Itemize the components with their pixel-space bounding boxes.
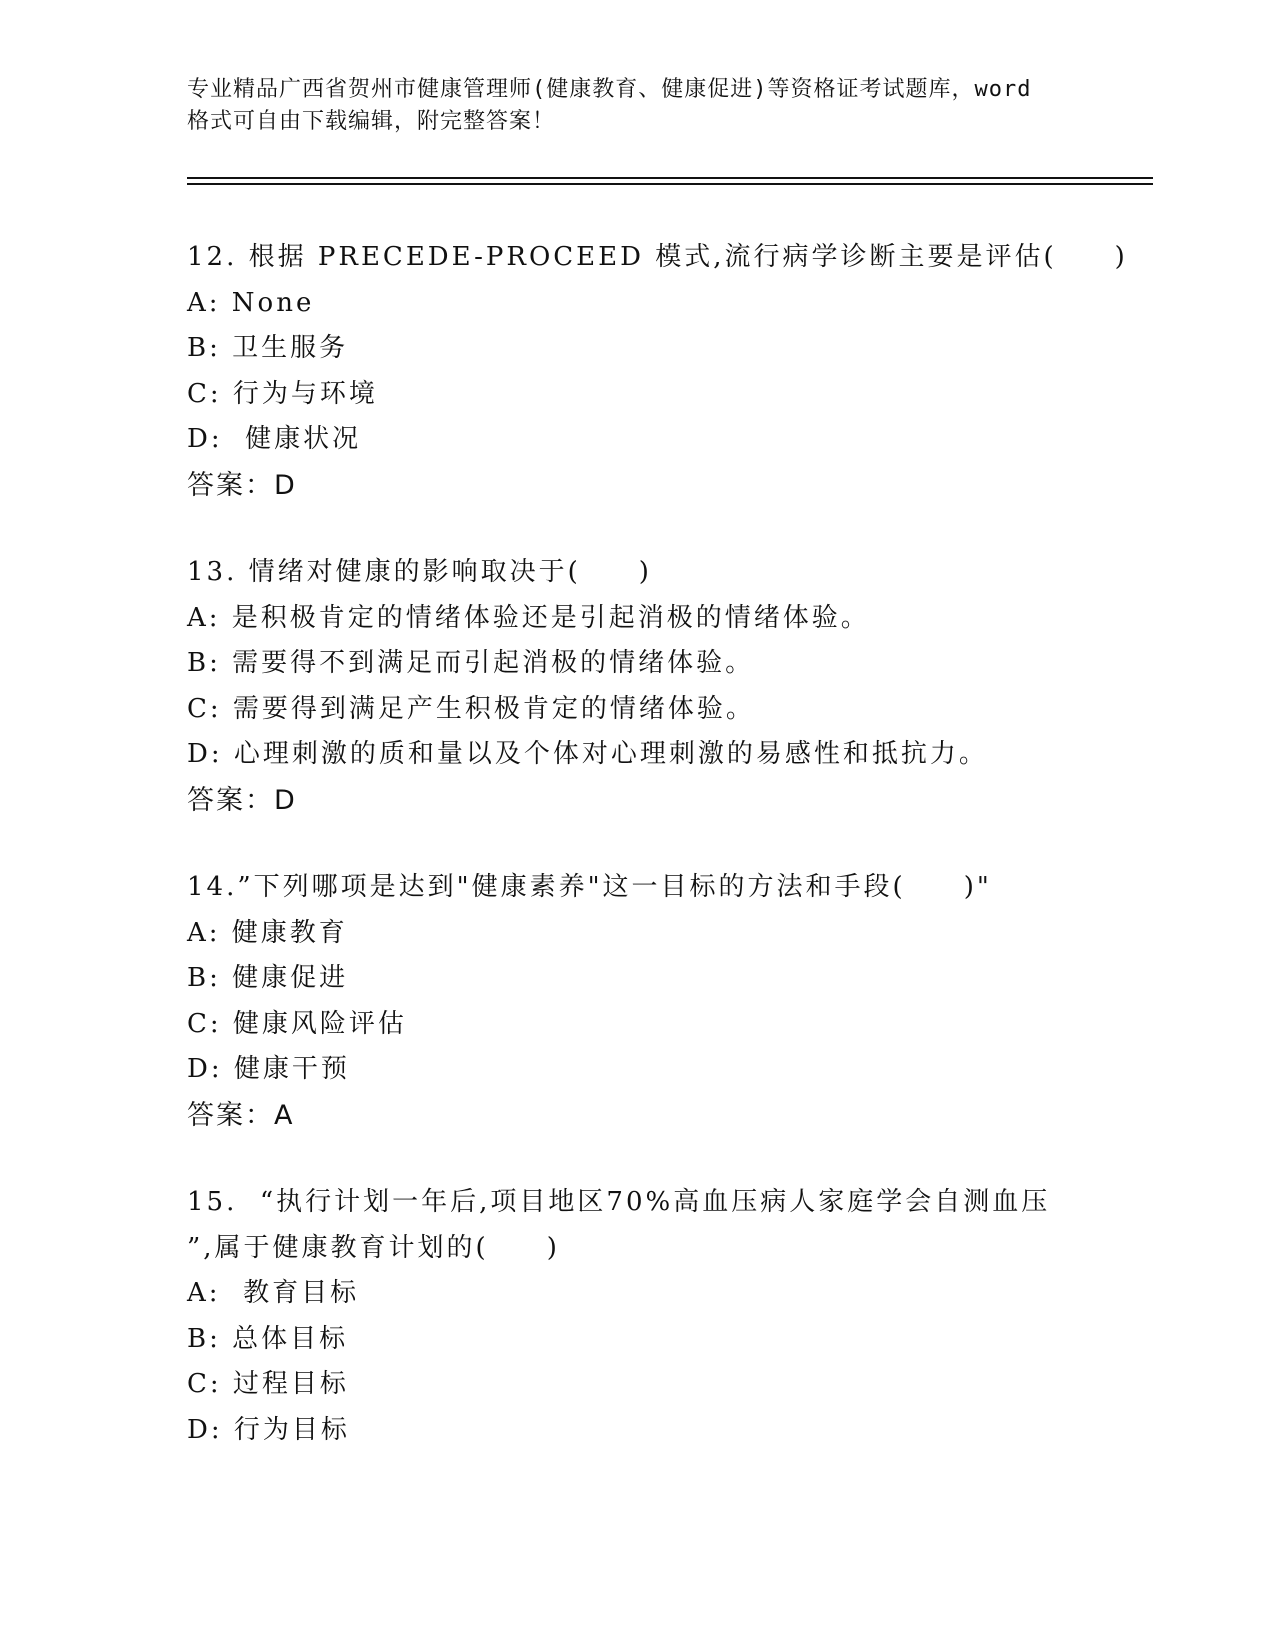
question-stem-continued: ”,属于健康教育计划的( ): [187, 1232, 560, 1263]
option-a: A: 教育目标: [187, 1278, 360, 1308]
option-d: D: 健康状况: [187, 424, 362, 454]
option-b: B: 需要得不到满足而引起消极的情绪体验。: [187, 648, 755, 678]
question-stem: 14.”下列哪项是达到"健康素养"这一目标的方法和手段( )": [187, 872, 992, 902]
question-stem: 15. “执行计划一年后,项目地区70%高血压病人家庭学会自测血压: [187, 1187, 1051, 1217]
option-c: C: 需要得到满足产生积极肯定的情绪体验。: [187, 693, 755, 724]
option-a: A: 是积极肯定的情绪体验还是引起消极的情绪体验。: [187, 602, 870, 633]
question-stem: 13. 情绪对健康的影响取决于( ): [187, 557, 652, 587]
option-d: D: 健康干预: [187, 1054, 350, 1084]
option-b: B: 总体目标: [187, 1323, 349, 1354]
header-divider-bottom: [187, 183, 1153, 185]
answer-text: 答案：D: [187, 784, 297, 816]
option-a: A: None: [187, 287, 315, 318]
question-13: [187, 550, 1087, 823]
option-a: A: 健康教育: [187, 917, 348, 948]
option-b: B: 卫生服务: [187, 333, 349, 363]
document-header: [187, 74, 1087, 138]
question-stem: 12. 根据 PRECEDE-PROCEED 模式,流行病学诊断主要是评估( ): [187, 242, 1128, 272]
answer-text: 答案：A: [187, 1099, 295, 1131]
question-12: [187, 235, 1128, 508]
header-line-1: 专业精品广西省贺州市健康管理师(健康教育、健康促进)等资格证考试题库，word: [187, 77, 1032, 102]
header-line-2: 格式可自由下载编辑，附完整答案！: [187, 109, 556, 134]
question-14: [187, 865, 1087, 1138]
question-15: [187, 1180, 1087, 1453]
header-divider-top: [187, 177, 1153, 179]
option-d: D: 行为目标: [187, 1414, 350, 1445]
option-c: C: 行为与环境: [187, 378, 378, 409]
option-d: D: 心理刺激的质和量以及个体对心理刺激的易感性和抵抗力。: [187, 739, 988, 769]
option-c: C: 过程目标: [187, 1369, 349, 1399]
option-b: B: 健康促进: [187, 963, 349, 993]
answer-text: 答案：D: [187, 469, 297, 501]
option-c: C: 健康风险评估: [187, 1008, 407, 1039]
question-list: [187, 235, 1128, 1495]
